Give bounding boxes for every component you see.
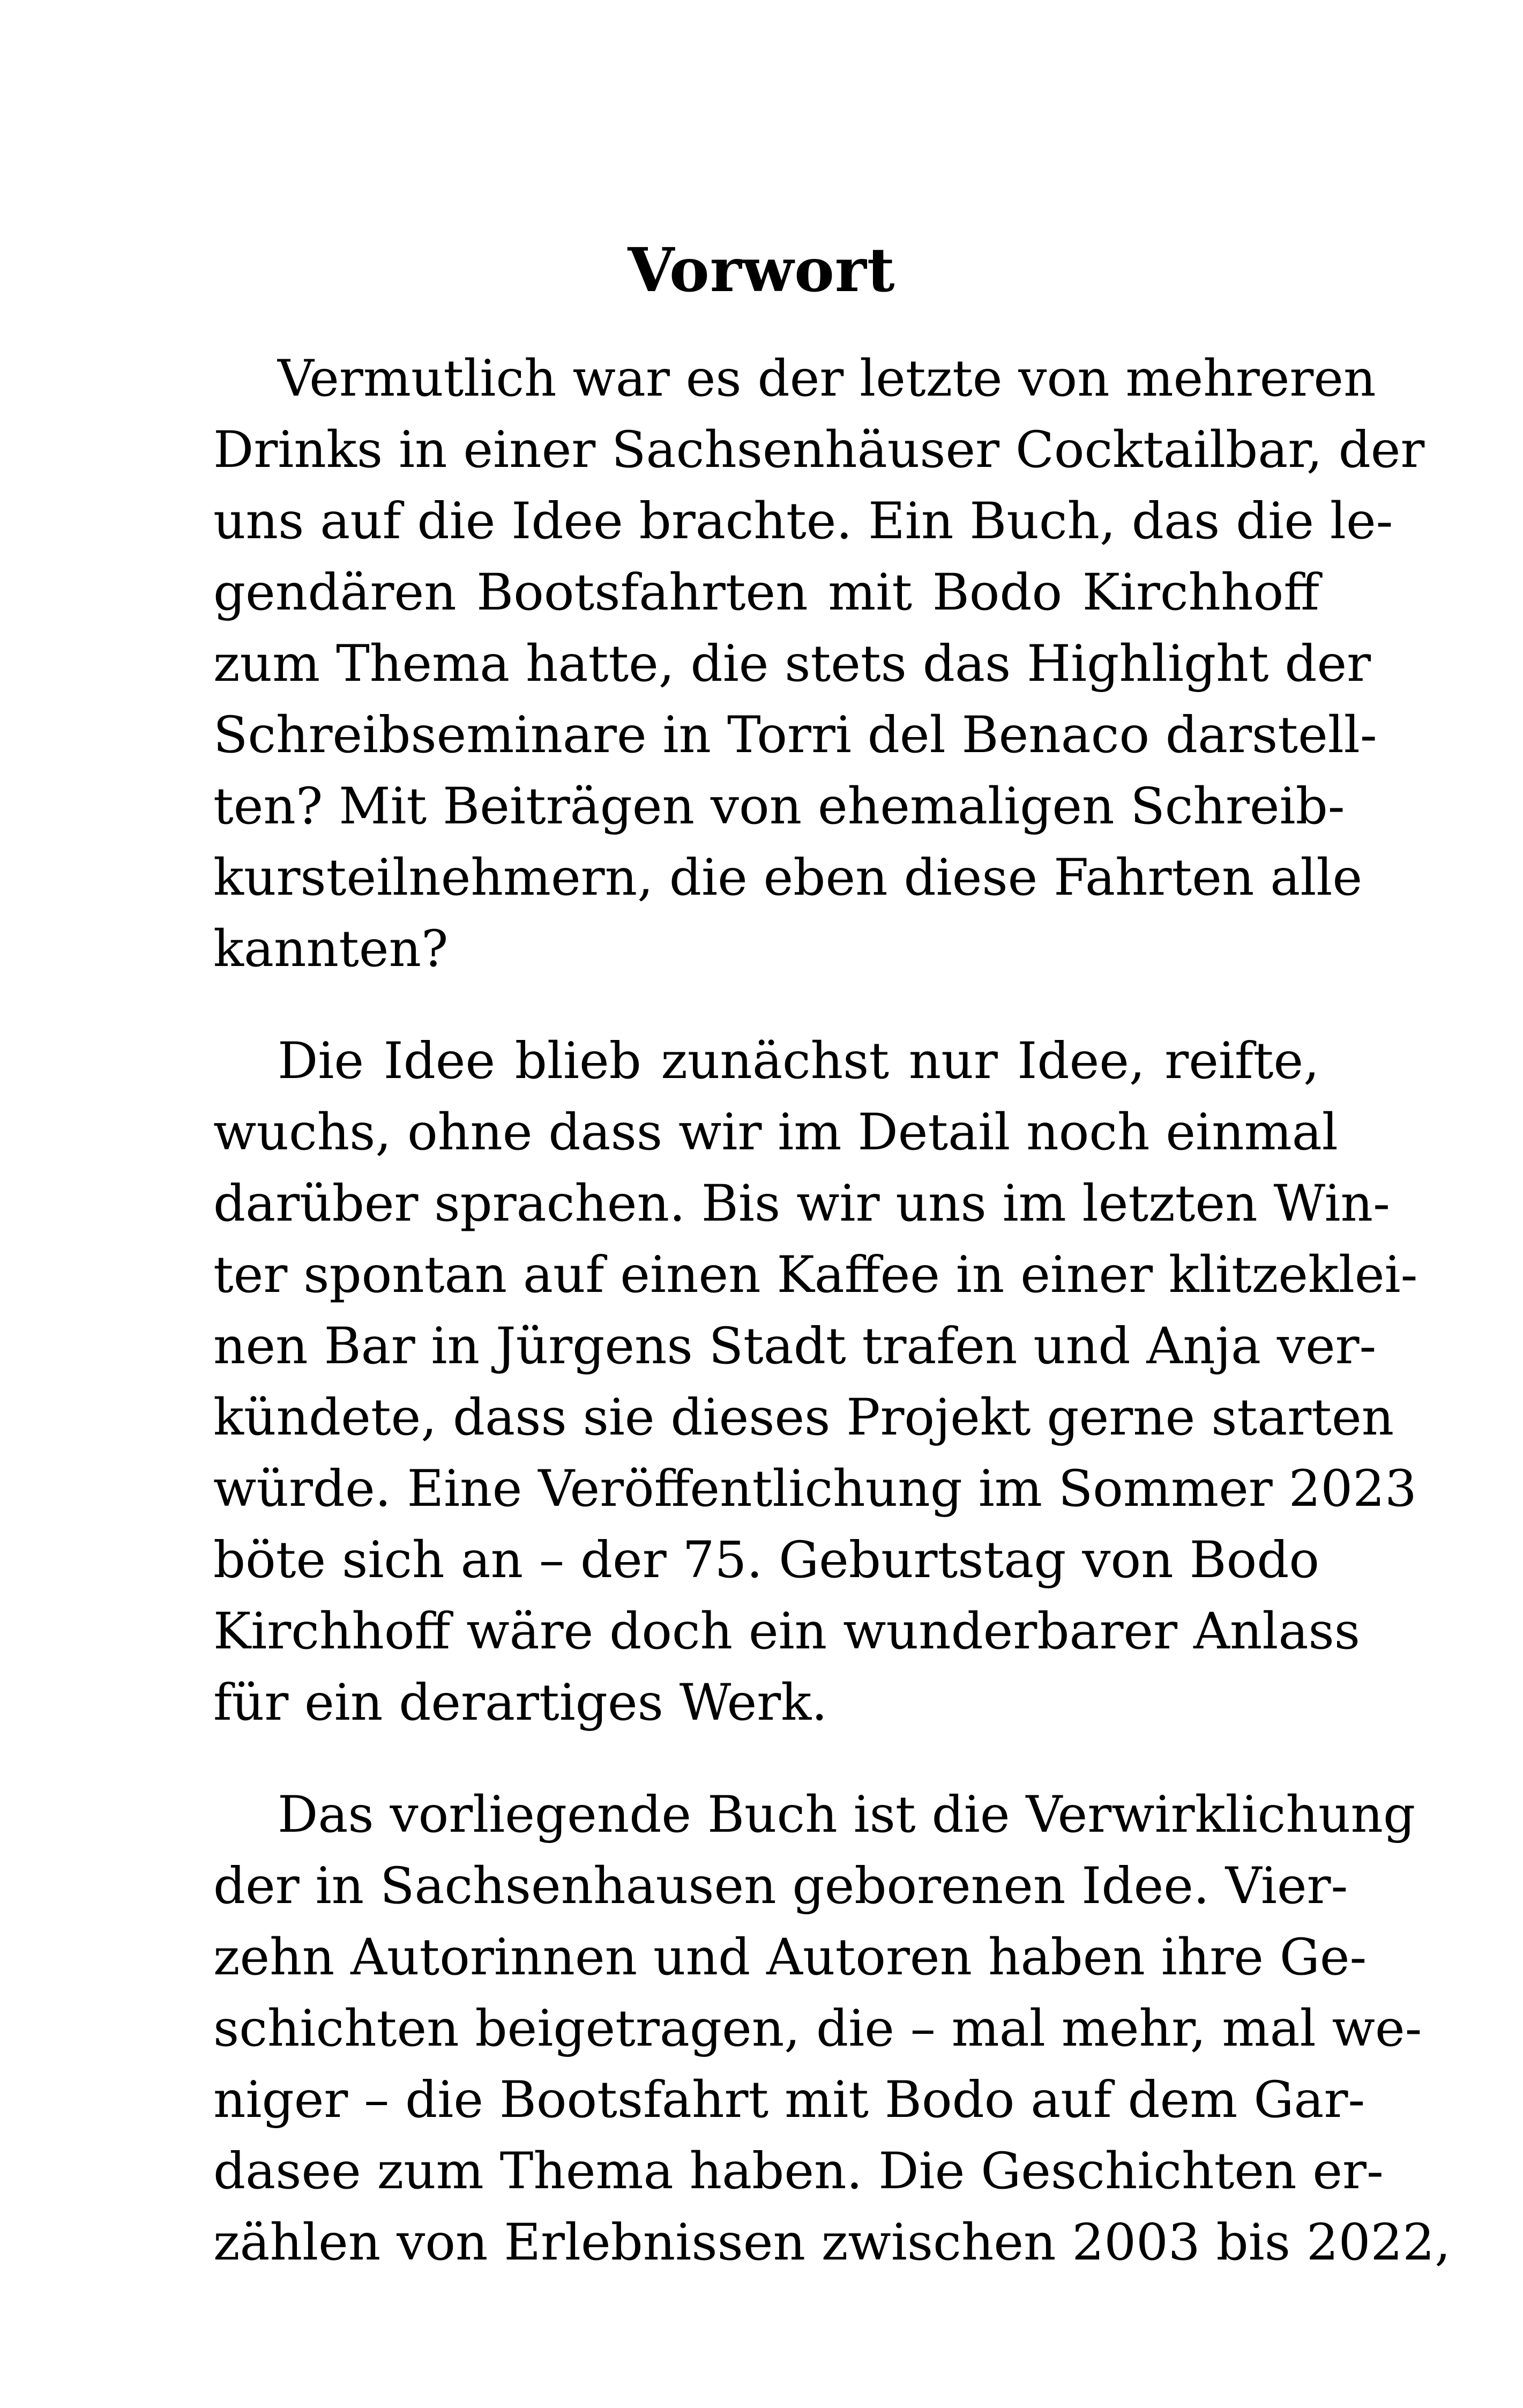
text-line: für ein derartiges Werk. xyxy=(213,1674,828,1732)
text-line: Vermutlich war es der letzte von mehreren xyxy=(278,350,1376,408)
paragraph-2 xyxy=(213,1025,1418,1738)
text-line: niger – die Bootsfahrt mit Bodo auf dem Gar- xyxy=(213,2071,1365,2129)
text-line: wuchs, ohne dass wir im Detail noch einmal xyxy=(213,1103,1338,1162)
body-text xyxy=(213,343,1451,2319)
text-line: uns auf die Idee brachte. Ein Buch, das die le- xyxy=(213,492,1393,551)
text-line: zählen von Erlebnissen zwischen 2003 bis 2022, xyxy=(213,2213,1451,2272)
text-line: Kirchhoff wäre doch ein wunderbarer Anlass xyxy=(213,1602,1360,1661)
text-line: böte sich an – der 75. Geburtstag von Bodo xyxy=(213,1531,1319,1589)
text-line: ten? Mit Beiträgen von ehemaligen Schreib- xyxy=(213,777,1345,836)
text-line: Das vorliegende Buch ist die Verwirklichung xyxy=(278,1786,1416,1844)
text-line: würde. Eine Veröffentlichung im Sommer 2023 xyxy=(213,1460,1417,1518)
text-line: dasee zum Thema haben. Die Geschichten er- xyxy=(213,2142,1384,2201)
chapter-title: Vorwort xyxy=(628,235,895,306)
text-line: kündete, dass sie dieses Projekt gerne starten xyxy=(213,1388,1394,1447)
text-line: darüber sprachen. Bis wir uns im letzten Win- xyxy=(213,1175,1390,1233)
text-line: nen Bar in Jürgens Stadt trafen und Anja ver- xyxy=(213,1317,1377,1376)
paragraph-1 xyxy=(213,343,1425,985)
paragraph-3 xyxy=(213,1779,1451,2278)
text-line: zehn Autorinnen und Autoren haben ihre Ge- xyxy=(213,1928,1367,1987)
text-line: kursteilnehmern, die eben diese Fahrten alle xyxy=(213,849,1363,907)
text-line: Die Idee blieb zunächst nur Idee, reifte, xyxy=(278,1032,1319,1090)
text-line: schichten beigetragen, die – mal mehr, mal we- xyxy=(213,2000,1422,2058)
text-line: kannten? xyxy=(213,920,449,978)
text-line: ter spontan auf einen Kaffee in einer klitzeklei- xyxy=(213,1246,1418,1304)
text-line: Schreibseminare in Torri del Benaco darstell- xyxy=(213,706,1377,764)
text-line: gendären Bootsfahrten mit Bodo Kirchhoff xyxy=(213,563,1319,622)
text-line: der in Sachsenhausen geborenen Idee. Vier- xyxy=(213,1857,1348,1915)
text-line: Drinks in einer Sachsenhäuser Cocktailbar, der xyxy=(213,421,1425,479)
text-line: zum Thema hatte, die stets das Highlight der xyxy=(213,635,1371,693)
